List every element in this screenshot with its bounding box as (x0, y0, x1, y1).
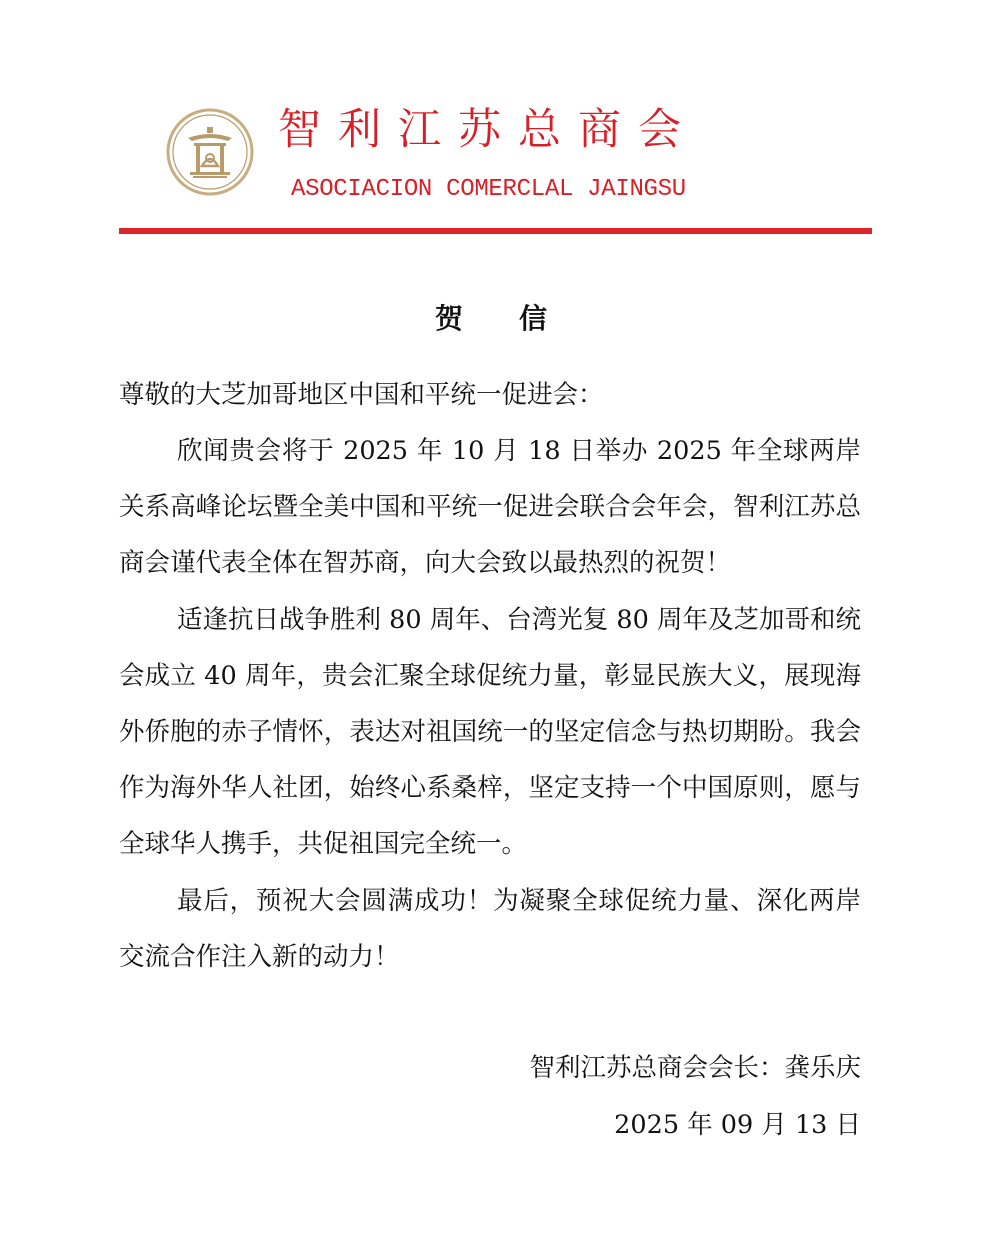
chinese-gate-emblem-icon (166, 108, 254, 196)
paragraph-closing: 最后，预祝大会圆满成功！为凝聚全球促统力量、深化两岸交流合作注入新的动力！ (119, 886, 861, 972)
org-name-english: ASOCIACION COMERCLAL JAINGSU (291, 176, 686, 203)
salutation: 尊敬的大芝加哥地区中国和平统一促进会： (119, 380, 604, 410)
paragraph-anniversary: 适逢抗日战争胜利 80 周年、台湾光复 80 周年及芝加哥和统会成立 40 周年，贵会汇聚全球促统力量，彰显民族大义，展现海外侨胞的赤子情怀，表达对祖国统一的坚定信念与热切期盼。我会作为海外华人社团，始终心系桑梓，坚定支持一个中国原则，愿与全球华人携手，共促祖国完全统一。 (119, 605, 861, 859)
header-divider (119, 228, 872, 234)
letter-title: 贺信 (434, 302, 603, 335)
paragraph-congratulations: 欣闻贵会将于 2025 年 10 月 18 日举办 2025 年全球两岸关系高峰论坛暨全美中国和平统一促进会联合会年会，智利江苏总商会谨代表全体在智苏商，向大会致以最热烈的祝贺！ (119, 436, 861, 578)
signature: 智利江苏总商会会长：龚乐庆 (529, 1053, 861, 1083)
org-name-chinese: 智利江苏总商会 (278, 105, 698, 155)
letter-date: 2025 年 09 月 13 日 (614, 1110, 861, 1140)
